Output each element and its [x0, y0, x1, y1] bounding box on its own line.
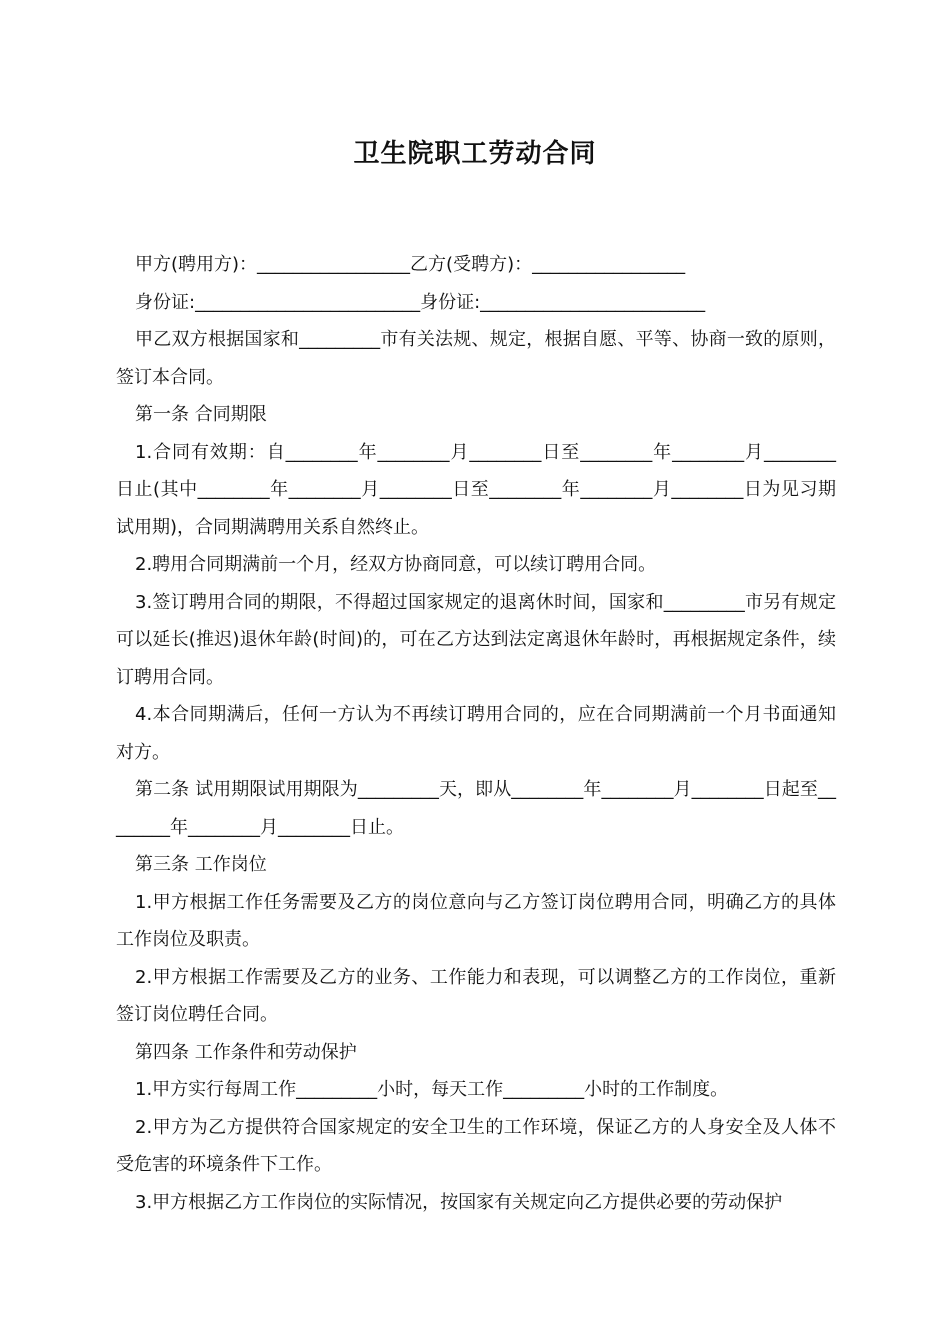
party-line: 甲方(聘用方)：_________________乙方(受聘方)：_________________	[135, 254, 686, 275]
id-card-line: 身份证:_________________________身份证:_________________________	[135, 291, 706, 313]
article-3-heading: 第三条 工作岗位	[135, 854, 267, 875]
article-1-item-2: 2.聘用合同期满前一个月，经双方协商同意，可以续订聘用合同。	[135, 554, 657, 575]
article-3-item-1: 1.甲方根据工作任务需要及乙方的岗位意向与乙方签订岗位聘用合同，明确乙方的具体工作岗位及职责。	[116, 891, 836, 950]
article-2-paragraph: 第二条 试用期限试用期限为_________天，即从________年________月________日起至________年________月________日止。	[116, 779, 836, 838]
article-4-heading: 第四条 工作条件和劳动保护	[135, 1041, 357, 1063]
article-4-item-2: 2.甲方为乙方提供符合国家规定的安全卫生的工作环境，保证乙方的人身安全及人体不受危害的环境条件下工作。	[116, 1116, 836, 1175]
article-1-item-3: 3.签订聘用合同的期限，不得超过国家规定的退离休时间，国家和_________市另有规定可以延长(推迟)退休年龄(时间)的，可在乙方达到法定离退休年龄时，再根据规定条件，续订聘用合同。	[116, 591, 836, 688]
preamble-paragraph: 甲乙双方根据国家和_________市有关法规、规定，根据自愿、平等、协商一致的原则，签订本合同。	[116, 329, 836, 388]
contract-body	[116, 246, 836, 1221]
document-title: 卫生院职工劳动合同	[353, 139, 597, 169]
article-4-item-1: 1.甲方实行每周工作_________小时，每天工作_________小时的工作制度。	[135, 1079, 729, 1100]
article-1-heading: 第一条 合同期限	[135, 404, 267, 425]
article-1-item-4: 4.本合同期满后，任何一方认为不再续订聘用合同的，应在合同期满前一个月书面通知对方。	[116, 704, 836, 763]
article-1-item-1: 1.合同有效期：自________年________月________日至________年________月________日止(其中________年________月________日至________年________月________日为见习期试用期)，合同期满聘用关系自然终止。	[116, 441, 836, 538]
article-4-item-3: 3.甲方根据乙方工作岗位的实际情况，按国家有关规定向乙方提供必要的劳动保护	[135, 1191, 783, 1213]
article-3-item-2: 2.甲方根据工作需要及乙方的业务、工作能力和表现，可以调整乙方的工作岗位，重新签订岗位聘任合同。	[116, 966, 836, 1025]
